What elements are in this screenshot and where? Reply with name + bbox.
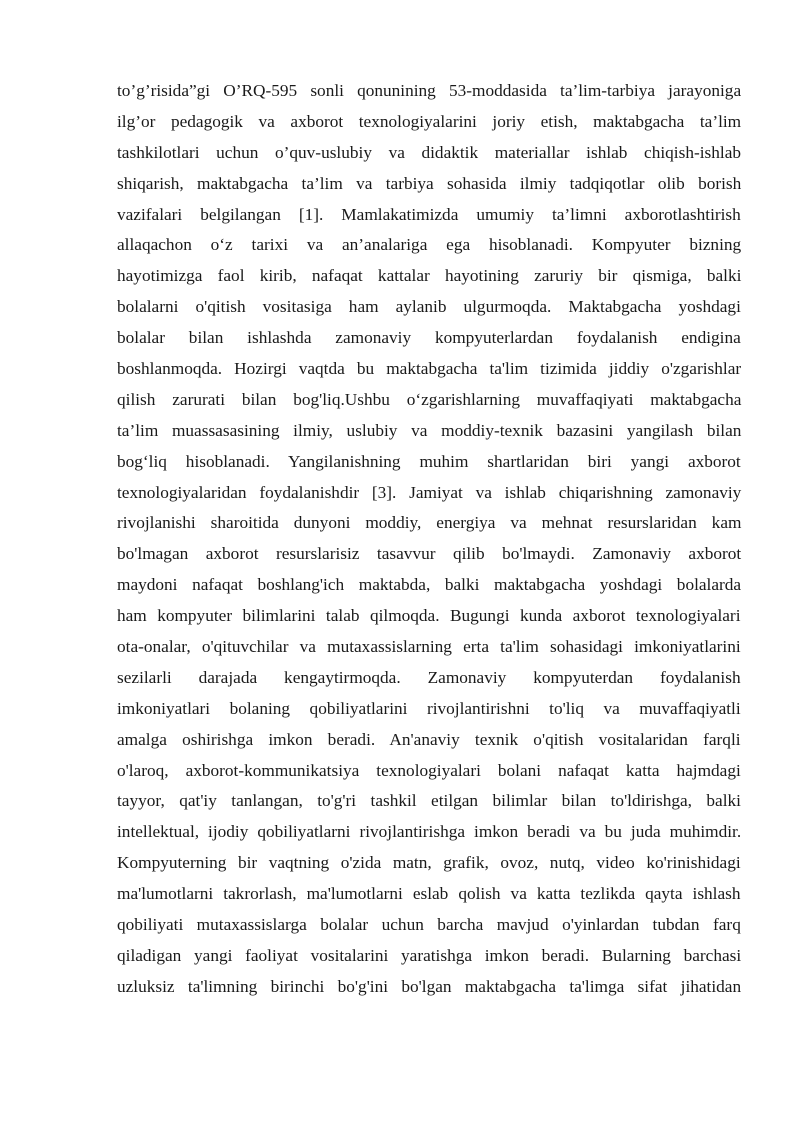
text-line: uzluksiz ta'limning birinchi bo'g'ini bo'lgan maktabgacha ta'limga sifat jihatidan — [117, 976, 742, 996]
text-line: ota-onalar, o'qituvchilar va mutaxassislarning erta ta'lim sohasidagi imkoniyatlarini — [117, 637, 741, 657]
text-line: Kompyuterning bir vaqtning o'zida matn, grafik, ovoz, nutq, video ko'rinishidagi — [117, 853, 741, 873]
text-line: ta’lim muassasasining ilmiy, uslubiy va moddiy-texnik bazasini yangilash bilan — [117, 420, 742, 440]
text-line: qiladigan yangi faoliyat vositalarini yaratishga imkon beradi. Bularning barchasi — [117, 945, 742, 965]
text-line: bog‘liq hisoblanadi. Yangilanishning muhim shartlaridan biri yangi axborot — [117, 451, 741, 471]
text-line: bolalarni o'qitish vositasiga ham aylanib ulgurmoqda. Maktabgacha yoshdagi — [117, 297, 741, 317]
text-line: texnologiyalaridan foydalanishdir [3]. Jamiyat va ishlab chiqarishning zamonaviy — [117, 482, 742, 502]
text-line: imkoniyatlari bolaning qobiliyatlarini rivojlantirishni to'liq va muvaffaqiyatli — [117, 698, 741, 718]
text-line: maydoni nafaqat boshlang'ich maktabda, balki maktabgacha yoshdagi bolalarda — [117, 575, 742, 595]
text-line: ma'lumotlarni takrorlash, ma'lumotlarni eslab qolish va katta tezlikda qayta ishlash — [117, 884, 741, 904]
text-line: vazifalari belgilangan [1]. Mamlakatimizda umumiy ta’limni axborotlashtirish — [117, 204, 741, 224]
text-line: qilish zarurati bilan bog'liq.Ushbu o‘zgarishlarning muvaffaqiyati maktabgacha — [117, 389, 742, 409]
text-line: sezilarli darajada kengaytirmoqda. Zamonaviy kompyuterdan foydalanish — [117, 667, 741, 687]
text-line: o'laroq, axborot-kommunikatsiya texnologiyalari bolani nafaqat katta hajmdagi — [117, 760, 741, 780]
text-line: hayotimizga faol kirib, nafaqat kattalar hayotining zaruriy bir qismiga, balki — [117, 266, 742, 286]
text-line: boshlanmoqda. Hozirgi vaqtda bu maktabgacha ta'lim tizimida jiddiy o'zgarishlar — [117, 359, 742, 379]
text-line: intellektual, ijodiy qobiliyatlarni rivojlantirishga imkon beradi va bu juda muhimdir. — [117, 822, 742, 842]
text-line: ham kompyuter bilimlarini talab qilmoqda. Bugungi kunda axborot texnologiyalari — [117, 606, 741, 626]
text-line: shiqarish, maktabgacha ta’lim va tarbiya sohasida ilmiy tadqiqotlar olib borish — [117, 173, 742, 193]
text-line: bo'lmagan axborot resurslarisiz tasavvur qilib bo'lmaydi. Zamonaviy axborot — [117, 544, 742, 564]
text-line: to’g’risida”gi O’RQ-595 sonli qonunining 53-moddasida ta’lim-tarbiya jarayoniga — [117, 81, 742, 100]
document-body — [117, 76, 741, 1003]
text-line: amalga oshirishga imkon beradi. An'anaviy texnik o'qitish vositalaridan farqli — [117, 729, 741, 749]
text-line: rivojlanishi sharoitida dunyoni moddiy, energiya va mehnat resurslaridan kam — [117, 513, 742, 533]
text-line: tashkilotlari uchun o’quv-uslubiy va didaktik materiallar ishlab chiqish-ishlab — [117, 142, 742, 162]
text-line: bolalar bilan ishlashda zamonaviy kompyuterlardan foydalanish endigina — [117, 328, 741, 348]
text-line: ilg’or pedagogik va axborot texnologiyalarini joriy etish, maktabgacha ta’lim — [117, 111, 742, 131]
text-line: tayyor, qat'iy tanlangan, to'g'ri tashkil etilgan bilimlar bilan to'ldirishga, balki — [117, 791, 741, 811]
text-line: allaqachon o‘z tarixi va an’analariga ega hisoblanadi. Kompyuter bizning — [117, 235, 742, 255]
text-line: qobiliyati mutaxassislarga bolalar uchun barcha mavjud o'yinlardan tubdan farq — [117, 915, 741, 935]
